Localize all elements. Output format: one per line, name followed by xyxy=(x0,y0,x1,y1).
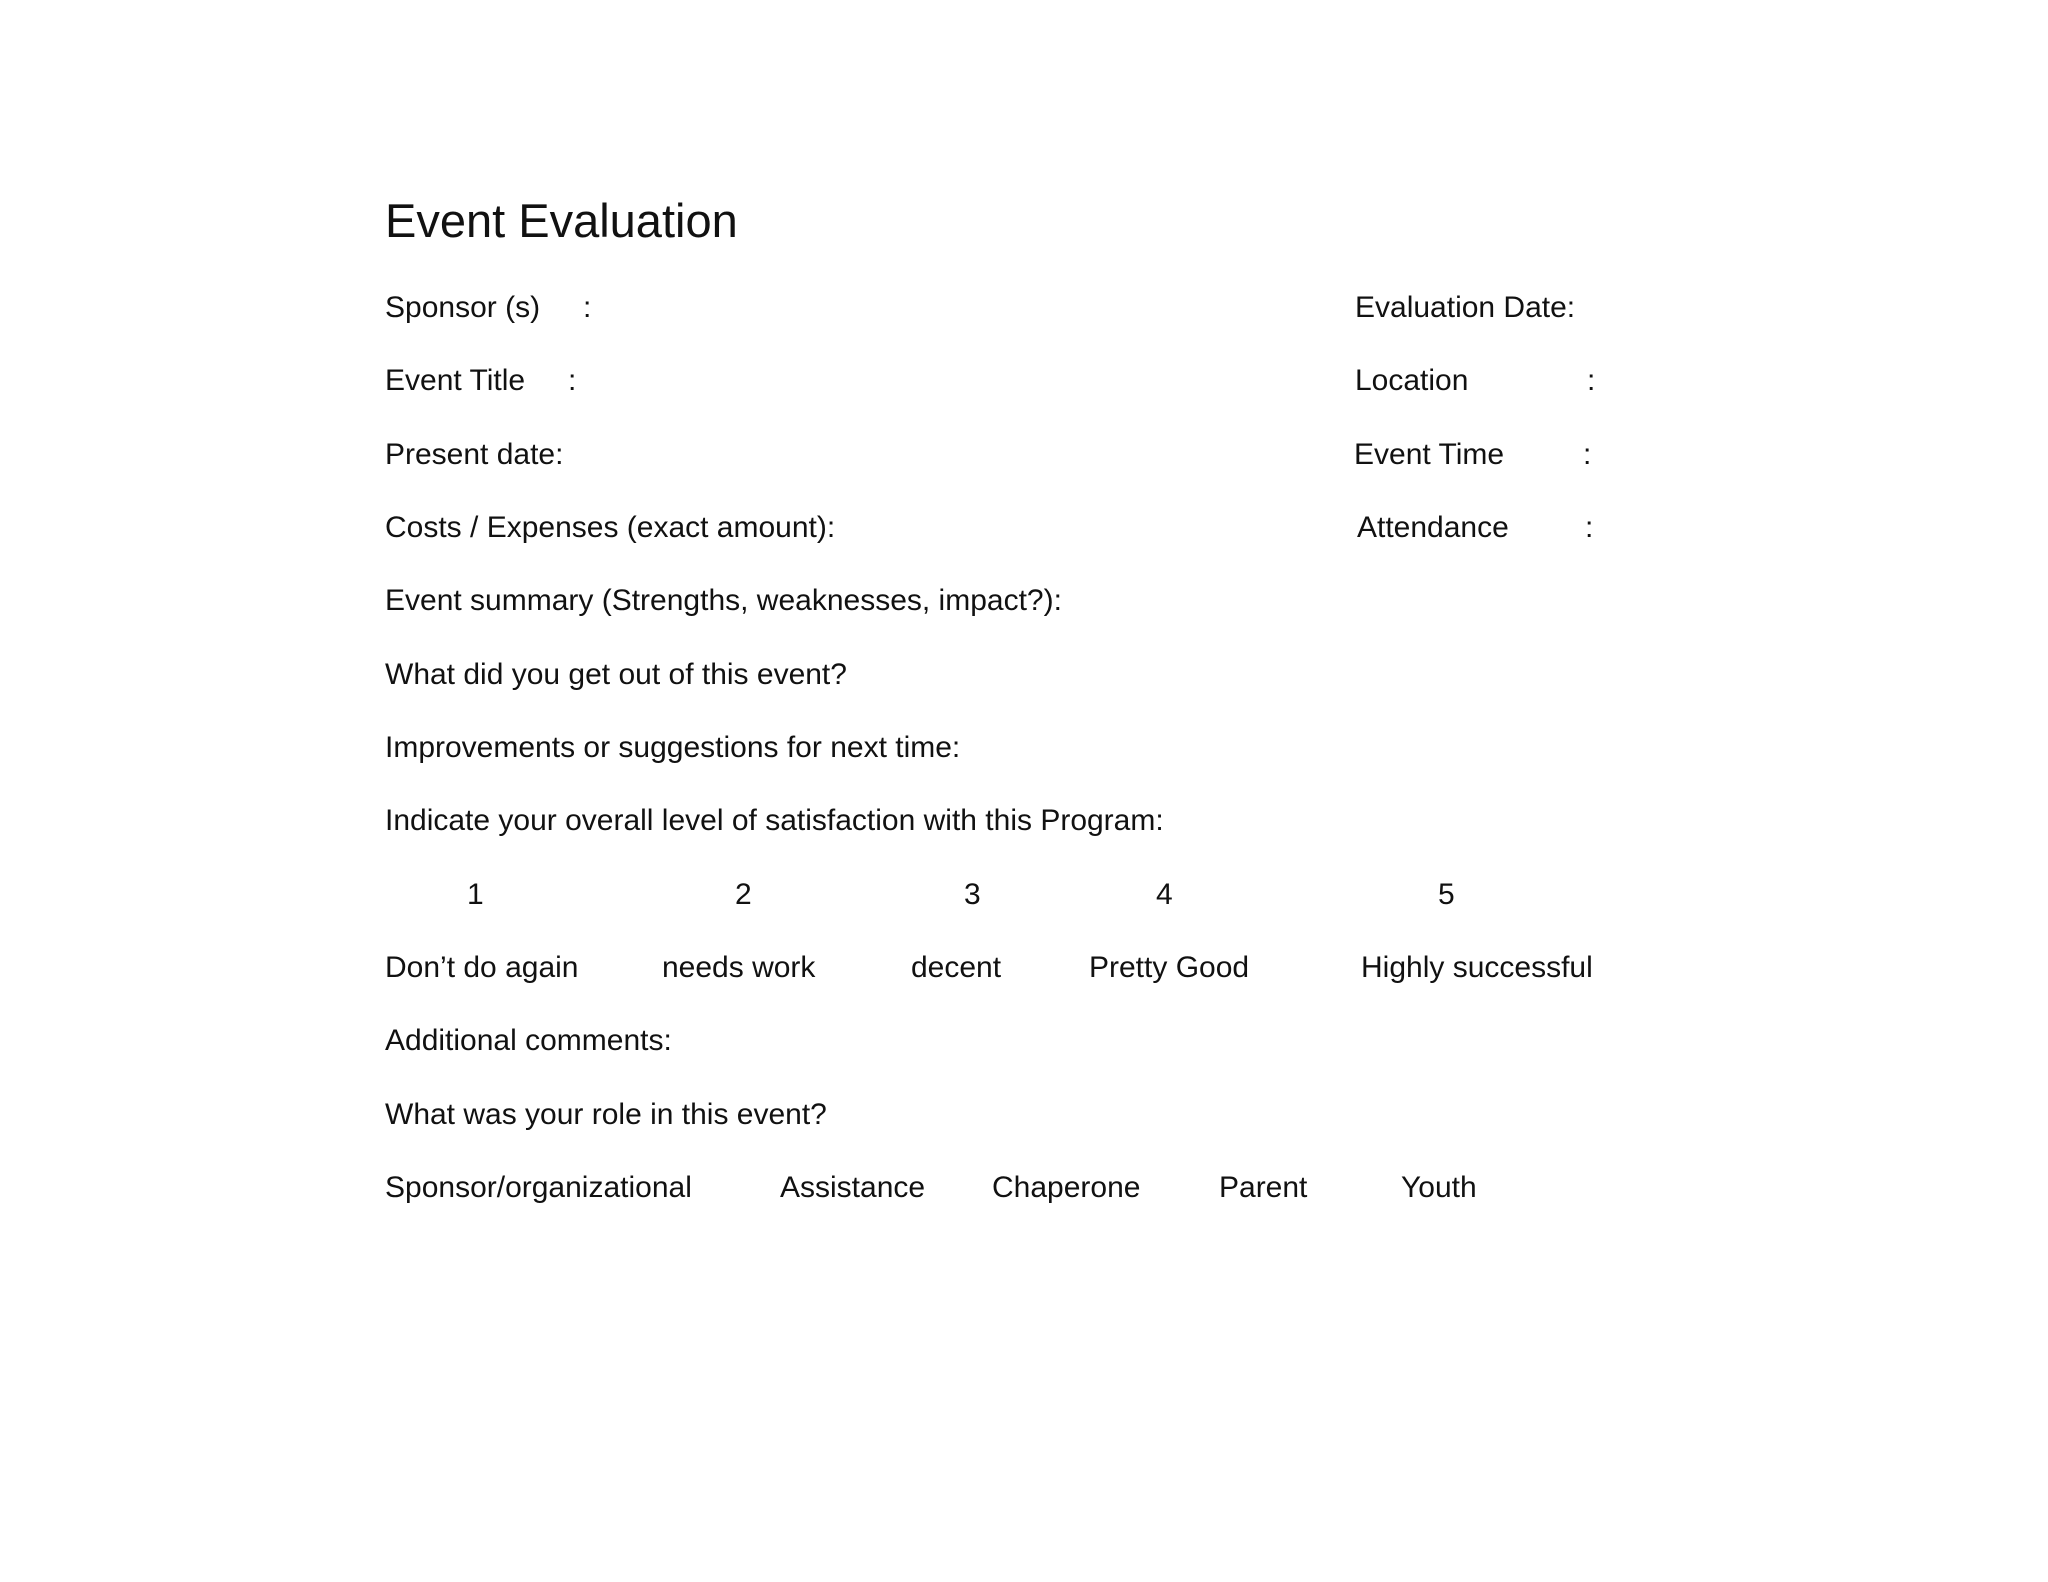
rating-number-4: 4 xyxy=(1156,878,1173,911)
event-title-colon: : xyxy=(568,364,577,397)
role-option-assistance: Assistance xyxy=(780,1171,926,1204)
sponsor-label: Sponsor (s) xyxy=(385,291,541,324)
event-time-label: Event Time xyxy=(1354,438,1505,471)
rating-number-2: 2 xyxy=(735,878,752,911)
attendance-label: Attendance xyxy=(1357,511,1509,544)
improvements-question: Improvements or suggestions for next time: xyxy=(385,731,961,764)
role-option-parent: Parent xyxy=(1219,1171,1308,1204)
event-summary-question: Event summary (Strengths, weaknesses, impact?): xyxy=(385,584,1062,617)
location-label: Location xyxy=(1355,364,1469,397)
evaluation-date-label: Evaluation Date: xyxy=(1355,291,1576,324)
additional-comments-question: Additional comments: xyxy=(385,1024,672,1057)
present-date-label: Present date: xyxy=(385,438,564,471)
rating-number-3: 3 xyxy=(964,878,981,911)
role-question: What was your role in this event? xyxy=(385,1098,827,1131)
costs-expenses-label: Costs / Expenses (exact amount): xyxy=(385,511,836,544)
rating-label-2: needs work xyxy=(662,951,816,984)
rating-label-3: decent xyxy=(911,951,1002,984)
rating-number-5: 5 xyxy=(1438,878,1455,911)
rating-number-1: 1 xyxy=(467,878,484,911)
location-colon: : xyxy=(1587,364,1596,397)
rating-label-4: Pretty Good xyxy=(1089,951,1250,984)
event-title-label: Event Title xyxy=(385,364,526,397)
form-title: Event Evaluation xyxy=(385,194,738,247)
sponsor-colon: : xyxy=(583,291,592,324)
role-option-sponsor: Sponsor/organizational xyxy=(385,1171,692,1204)
satisfaction-question: Indicate your overall level of satisfaction with this Program: xyxy=(385,804,1164,837)
role-option-youth: Youth xyxy=(1401,1171,1477,1204)
role-option-chaperone: Chaperone xyxy=(992,1171,1141,1204)
get-out-question: What did you get out of this event? xyxy=(385,658,847,691)
event-time-colon: : xyxy=(1583,438,1592,471)
rating-label-5: Highly successful xyxy=(1361,951,1593,984)
rating-label-1: Don’t do again xyxy=(385,951,579,984)
attendance-colon: : xyxy=(1585,511,1594,544)
